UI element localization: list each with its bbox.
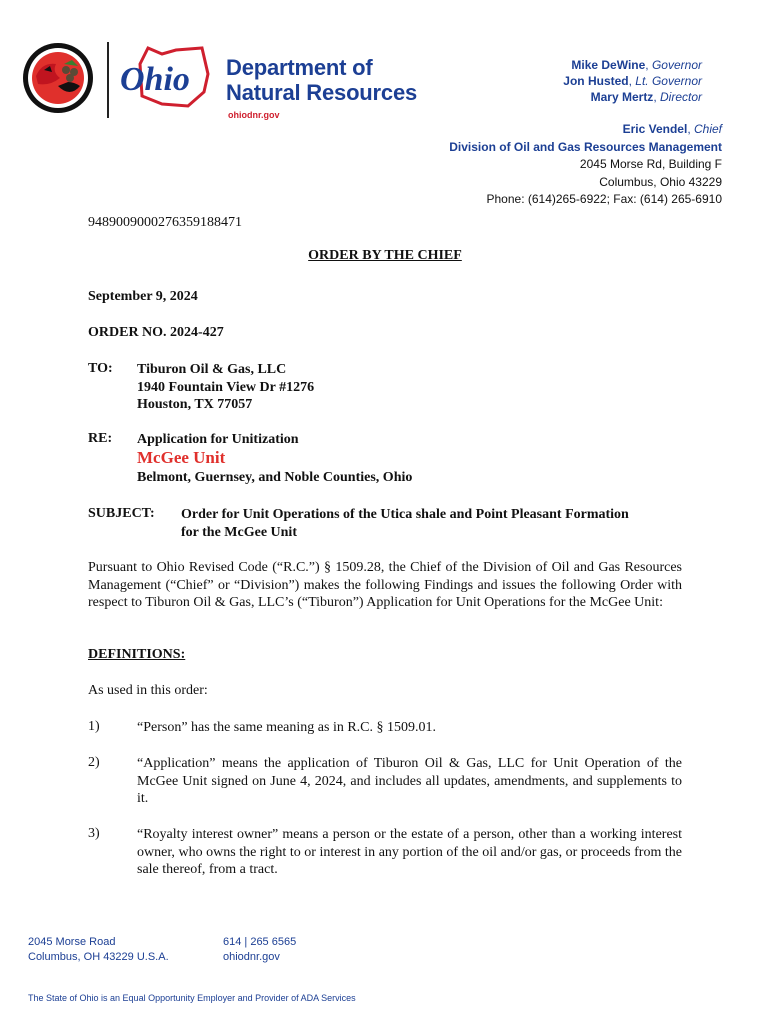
- definitions-intro: As used in this order:: [88, 683, 208, 698]
- footer-address: [28, 935, 169, 965]
- department-line-1: Department of: [226, 55, 373, 80]
- footer-city: Columbus, OH 43229 U.S.A.: [28, 951, 169, 963]
- order-title: ORDER BY THE CHIEF: [308, 248, 462, 263]
- recipient-line-1: Tiburon Oil & Gas, LLC: [137, 362, 287, 377]
- tracking-number: 9489009000276359188471: [88, 215, 242, 230]
- official-lt-governor: Jon Husted, Lt. Governor: [563, 74, 702, 88]
- recipient-address: [137, 361, 314, 414]
- chief-line: Eric Vendel, Chief: [622, 122, 722, 136]
- recipient-line-3: Houston, TX 77057: [137, 397, 253, 412]
- subject-line-1: Order for Unit Operations of the Utica shale and Point Pleasant Formation: [181, 507, 629, 522]
- division-name: Division of Oil and Gas Resources Management: [449, 139, 722, 154]
- department-name: [226, 55, 417, 105]
- definition-number: 3): [88, 826, 100, 841]
- header-divider: [107, 42, 109, 118]
- officials-list: [563, 57, 702, 105]
- ohio-logo-text: Ohio: [120, 61, 190, 98]
- division-phone-fax: Phone: (614)265-6922; Fax: (614) 265-6910: [486, 192, 722, 206]
- division-block: [449, 121, 722, 209]
- ohio-state-logo: [118, 44, 218, 112]
- subject-text: [181, 506, 681, 541]
- subject-label: SUBJECT:: [88, 506, 155, 521]
- footer-phone: 614 | 265 6565: [223, 936, 297, 948]
- footer-website[interactable]: ohiodnr.gov: [223, 951, 280, 963]
- definition-text: “Application” means the application of Tiburon Oil & Gas, LLC for Unit Operation of the McGee Unit signed on June 4, 2024, and includes all updates, amendments, and supplements to it.: [137, 756, 682, 806]
- division-address-1: 2045 Morse Rd, Building F: [579, 157, 722, 171]
- official-director: Mary Mertz, Director: [590, 90, 702, 104]
- definition-text: “Royalty interest owner” means a person or the estate of a person, other than a working interest owner, who owns the right to or interest in any portion of the oil and/or gas, or proceeds from the sale thereof, from a tract.: [137, 827, 682, 877]
- counties: Belmont, Guernsey, and Noble Counties, Ohio: [137, 470, 413, 485]
- re-application: Application for Unitization: [137, 432, 299, 447]
- footer-contact: [223, 935, 296, 965]
- cardinal-seal-icon: [22, 42, 94, 114]
- subject-line-2: for the McGee Unit: [181, 524, 297, 540]
- unit-name: McGee Unit: [137, 448, 226, 467]
- footer-eeo-statement: The State of Ohio is an Equal Opportunity Employer and Provider of ADA Services: [28, 993, 356, 1003]
- definitions-heading: DEFINITIONS:: [88, 647, 186, 662]
- division-address-2: Columbus, Ohio 43229: [599, 174, 722, 189]
- order-date: September 9, 2024: [88, 289, 198, 304]
- official-governor: Mike DeWine, Governor: [571, 58, 702, 72]
- department-line-2: Natural Resources: [226, 80, 418, 105]
- recipient-line-2: 1940 Fountain View Dr #1276: [137, 379, 315, 395]
- footer-street: 2045 Morse Road: [28, 936, 116, 948]
- definition-number: 2): [88, 755, 100, 770]
- header-website[interactable]: ohiodnr.gov: [228, 110, 280, 120]
- definition-number: 1): [88, 719, 100, 734]
- re-label: RE:: [88, 431, 113, 446]
- intro-paragraph: Pursuant to Ohio Revised Code (“R.C.”) § 1509.28, the Chief of the Division of Oil and Gas Resources Management (“Chief” or “Division”) makes the following Findings and issues the following Order with respect to Tiburon Oil & Gas, LLC’s (“Tiburon”) Application for Unit Operations for the McGee Unit:: [88, 560, 682, 610]
- definition-text: “Person” has the same meaning as in R.C. § 1509.01.: [137, 720, 437, 735]
- to-label: TO:: [88, 361, 113, 376]
- order-number: ORDER NO. 2024-427: [88, 325, 224, 340]
